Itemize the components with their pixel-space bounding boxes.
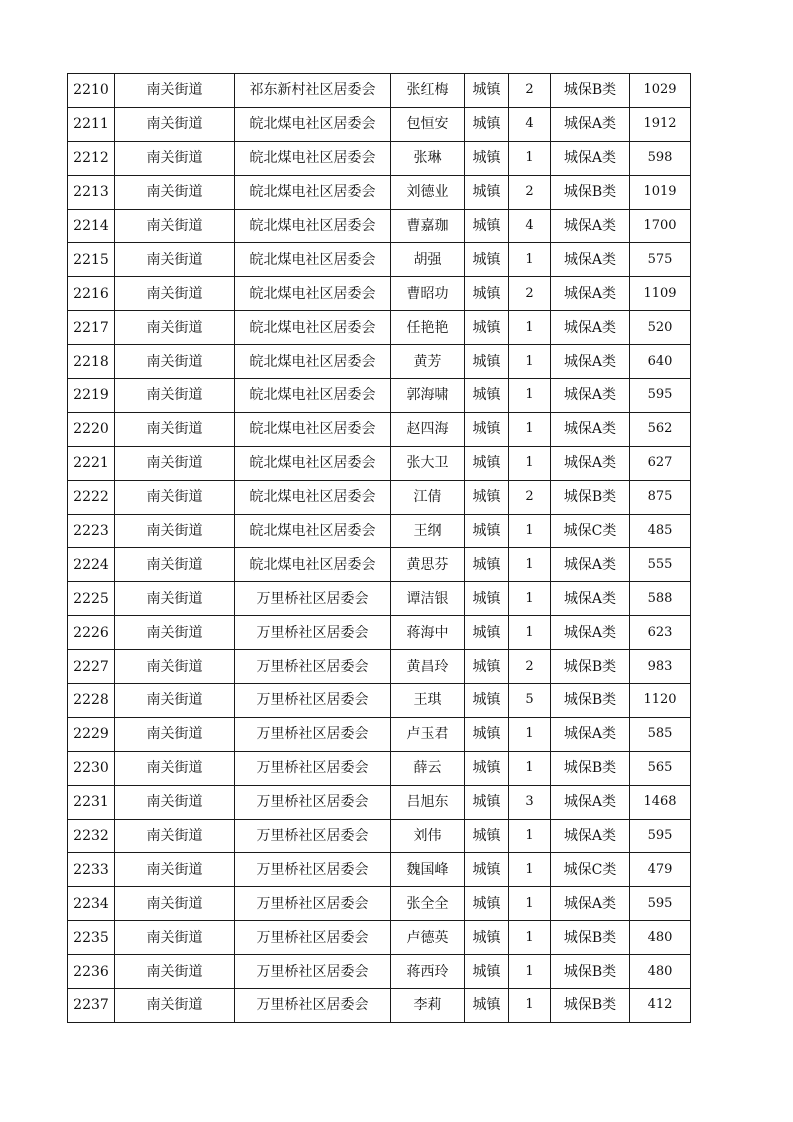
cell-household-count: 1 [509,141,551,175]
cell-amount: 562 [630,412,691,446]
table-row [68,751,691,785]
cell-name: 刘德业 [391,175,465,209]
cell-community: 皖北煤电社区居委会 [235,345,391,379]
table-row [68,887,691,921]
cell-row-number: 2234 [68,887,115,921]
cell-community: 万里桥社区居委会 [235,785,391,819]
table-row [68,650,691,684]
cell-row-number: 2210 [68,74,115,108]
cell-row-number: 2232 [68,819,115,853]
cell-name: 胡强 [391,243,465,277]
cell-name: 薛云 [391,751,465,785]
cell-community: 皖北煤电社区居委会 [235,480,391,514]
table-row [68,989,691,1023]
cell-name: 魏国峰 [391,853,465,887]
cell-insurance-category: 城保B类 [551,650,630,684]
cell-household-count: 1 [509,819,551,853]
cell-community: 万里桥社区居委会 [235,616,391,650]
cell-subdistrict: 南关街道 [115,955,235,989]
cell-community: 皖北煤电社区居委会 [235,379,391,413]
cell-household-count: 4 [509,209,551,243]
cell-name: 王琪 [391,684,465,718]
cell-community: 万里桥社区居委会 [235,582,391,616]
cell-subdistrict: 南关街道 [115,650,235,684]
cell-household-count: 1 [509,446,551,480]
cell-household-count: 1 [509,514,551,548]
cell-community: 万里桥社区居委会 [235,853,391,887]
cell-community: 皖北煤电社区居委会 [235,209,391,243]
cell-community: 皖北煤电社区居委会 [235,175,391,209]
table-row [68,853,691,887]
cell-insurance-category: 城保B类 [551,921,630,955]
cell-insurance-category: 城保A类 [551,141,630,175]
cell-subdistrict: 南关街道 [115,74,235,108]
cell-community: 万里桥社区居委会 [235,921,391,955]
cell-subdistrict: 南关街道 [115,446,235,480]
cell-area-type: 城镇 [465,311,509,345]
cell-insurance-category: 城保A类 [551,616,630,650]
cell-insurance-category: 城保B类 [551,480,630,514]
cell-name: 卢德英 [391,921,465,955]
cell-area-type: 城镇 [465,717,509,751]
cell-row-number: 2223 [68,514,115,548]
cell-household-count: 1 [509,412,551,446]
cell-area-type: 城镇 [465,446,509,480]
table-row [68,74,691,108]
cell-name: 江倩 [391,480,465,514]
table-row [68,480,691,514]
table-row [68,785,691,819]
table-row [68,311,691,345]
cell-household-count: 4 [509,107,551,141]
cell-amount: 480 [630,955,691,989]
table-body [68,74,691,1023]
cell-insurance-category: 城保A类 [551,412,630,446]
cell-household-count: 1 [509,345,551,379]
cell-amount: 598 [630,141,691,175]
cell-area-type: 城镇 [465,74,509,108]
cell-subdistrict: 南关街道 [115,480,235,514]
cell-row-number: 2229 [68,717,115,751]
cell-household-count: 5 [509,684,551,718]
cell-community: 万里桥社区居委会 [235,650,391,684]
table-row [68,379,691,413]
cell-name: 包恒安 [391,107,465,141]
cell-name: 王纲 [391,514,465,548]
cell-insurance-category: 城保B类 [551,751,630,785]
cell-subdistrict: 南关街道 [115,514,235,548]
cell-row-number: 2219 [68,379,115,413]
cell-household-count: 1 [509,243,551,277]
cell-household-count: 2 [509,74,551,108]
cell-amount: 983 [630,650,691,684]
cell-area-type: 城镇 [465,277,509,311]
cell-amount: 588 [630,582,691,616]
table-row [68,616,691,650]
cell-amount: 627 [630,446,691,480]
cell-name: 张全全 [391,887,465,921]
cell-row-number: 2214 [68,209,115,243]
cell-household-count: 1 [509,751,551,785]
table-row [68,582,691,616]
cell-area-type: 城镇 [465,751,509,785]
cell-subdistrict: 南关街道 [115,989,235,1023]
cell-insurance-category: 城保B类 [551,74,630,108]
cell-area-type: 城镇 [465,412,509,446]
cell-name: 张大卫 [391,446,465,480]
cell-amount: 575 [630,243,691,277]
cell-name: 蒋海中 [391,616,465,650]
cell-household-count: 1 [509,853,551,887]
cell-row-number: 2237 [68,989,115,1023]
cell-name: 黄芳 [391,345,465,379]
cell-row-number: 2220 [68,412,115,446]
cell-community: 皖北煤电社区居委会 [235,243,391,277]
cell-community: 皖北煤电社区居委会 [235,107,391,141]
cell-community: 祁东新村社区居委会 [235,74,391,108]
cell-household-count: 1 [509,887,551,921]
cell-community: 皖北煤电社区居委会 [235,446,391,480]
cell-amount: 479 [630,853,691,887]
cell-subdistrict: 南关街道 [115,548,235,582]
cell-subdistrict: 南关街道 [115,243,235,277]
cell-amount: 485 [630,514,691,548]
cell-row-number: 2233 [68,853,115,887]
cell-amount: 520 [630,311,691,345]
cell-subdistrict: 南关街道 [115,412,235,446]
cell-community: 万里桥社区居委会 [235,717,391,751]
cell-amount: 595 [630,379,691,413]
cell-row-number: 2222 [68,480,115,514]
cell-area-type: 城镇 [465,141,509,175]
cell-amount: 623 [630,616,691,650]
cell-amount: 412 [630,989,691,1023]
table-row [68,209,691,243]
cell-community: 皖北煤电社区居委会 [235,548,391,582]
cell-subdistrict: 南关街道 [115,616,235,650]
cell-insurance-category: 城保A类 [551,107,630,141]
cell-household-count: 2 [509,175,551,209]
cell-subdistrict: 南关街道 [115,684,235,718]
cell-subdistrict: 南关街道 [115,277,235,311]
cell-insurance-category: 城保C类 [551,853,630,887]
cell-row-number: 2213 [68,175,115,209]
cell-subdistrict: 南关街道 [115,311,235,345]
cell-row-number: 2230 [68,751,115,785]
table-row [68,955,691,989]
table-row [68,412,691,446]
table-row [68,514,691,548]
cell-name: 黄昌玲 [391,650,465,684]
cell-row-number: 2226 [68,616,115,650]
table-row [68,175,691,209]
cell-subdistrict: 南关街道 [115,582,235,616]
data-table [67,73,691,1023]
cell-row-number: 2211 [68,107,115,141]
cell-name: 曹嘉珈 [391,209,465,243]
cell-name: 吕旭东 [391,785,465,819]
cell-amount: 1029 [630,74,691,108]
cell-insurance-category: 城保A类 [551,819,630,853]
cell-amount: 1700 [630,209,691,243]
cell-community: 万里桥社区居委会 [235,887,391,921]
cell-row-number: 2225 [68,582,115,616]
cell-row-number: 2218 [68,345,115,379]
cell-row-number: 2224 [68,548,115,582]
cell-amount: 875 [630,480,691,514]
cell-subdistrict: 南关街道 [115,921,235,955]
cell-area-type: 城镇 [465,650,509,684]
cell-amount: 1912 [630,107,691,141]
cell-amount: 640 [630,345,691,379]
cell-community: 皖北煤电社区居委会 [235,412,391,446]
cell-household-count: 1 [509,311,551,345]
cell-household-count: 1 [509,989,551,1023]
table-row [68,684,691,718]
cell-area-type: 城镇 [465,921,509,955]
cell-amount: 1468 [630,785,691,819]
cell-area-type: 城镇 [465,887,509,921]
cell-insurance-category: 城保A类 [551,277,630,311]
cell-subdistrict: 南关街道 [115,785,235,819]
cell-row-number: 2227 [68,650,115,684]
cell-insurance-category: 城保A类 [551,887,630,921]
cell-household-count: 2 [509,277,551,311]
cell-area-type: 城镇 [465,480,509,514]
cell-amount: 585 [630,717,691,751]
cell-amount: 480 [630,921,691,955]
cell-area-type: 城镇 [465,853,509,887]
cell-insurance-category: 城保A类 [551,209,630,243]
cell-amount: 595 [630,887,691,921]
cell-subdistrict: 南关街道 [115,751,235,785]
cell-name: 蒋西玲 [391,955,465,989]
cell-area-type: 城镇 [465,243,509,277]
cell-name: 张红梅 [391,74,465,108]
cell-subdistrict: 南关街道 [115,209,235,243]
cell-name: 刘伟 [391,819,465,853]
cell-name: 任艳艳 [391,311,465,345]
table-row [68,277,691,311]
cell-insurance-category: 城保A类 [551,243,630,277]
cell-row-number: 2212 [68,141,115,175]
cell-subdistrict: 南关街道 [115,107,235,141]
cell-area-type: 城镇 [465,175,509,209]
cell-community: 万里桥社区居委会 [235,684,391,718]
cell-community: 皖北煤电社区居委会 [235,311,391,345]
cell-subdistrict: 南关街道 [115,853,235,887]
cell-insurance-category: 城保A类 [551,446,630,480]
cell-community: 万里桥社区居委会 [235,819,391,853]
cell-amount: 1019 [630,175,691,209]
cell-row-number: 2236 [68,955,115,989]
cell-area-type: 城镇 [465,616,509,650]
cell-area-type: 城镇 [465,209,509,243]
cell-insurance-category: 城保A类 [551,379,630,413]
cell-amount: 595 [630,819,691,853]
table-row [68,243,691,277]
table-row [68,548,691,582]
cell-row-number: 2221 [68,446,115,480]
table-row [68,717,691,751]
cell-subdistrict: 南关街道 [115,887,235,921]
cell-community: 万里桥社区居委会 [235,955,391,989]
table-row [68,819,691,853]
table-row [68,107,691,141]
cell-insurance-category: 城保C类 [551,514,630,548]
cell-household-count: 1 [509,379,551,413]
cell-subdistrict: 南关街道 [115,379,235,413]
cell-area-type: 城镇 [465,514,509,548]
cell-subdistrict: 南关街道 [115,175,235,209]
cell-community: 皖北煤电社区居委会 [235,277,391,311]
cell-area-type: 城镇 [465,345,509,379]
cell-subdistrict: 南关街道 [115,141,235,175]
cell-name: 赵四海 [391,412,465,446]
cell-area-type: 城镇 [465,819,509,853]
cell-area-type: 城镇 [465,989,509,1023]
table-row [68,141,691,175]
cell-insurance-category: 城保A类 [551,717,630,751]
cell-community: 万里桥社区居委会 [235,989,391,1023]
cell-insurance-category: 城保A类 [551,582,630,616]
cell-area-type: 城镇 [465,684,509,718]
cell-insurance-category: 城保A类 [551,345,630,379]
table-row [68,446,691,480]
cell-insurance-category: 城保A类 [551,311,630,345]
table-row [68,345,691,379]
cell-subdistrict: 南关街道 [115,345,235,379]
cell-area-type: 城镇 [465,548,509,582]
cell-row-number: 2216 [68,277,115,311]
cell-insurance-category: 城保A类 [551,785,630,819]
cell-row-number: 2228 [68,684,115,718]
cell-area-type: 城镇 [465,785,509,819]
cell-household-count: 1 [509,955,551,989]
cell-insurance-category: 城保B类 [551,175,630,209]
cell-area-type: 城镇 [465,379,509,413]
cell-community: 万里桥社区居委会 [235,751,391,785]
cell-amount: 1120 [630,684,691,718]
cell-household-count: 1 [509,616,551,650]
cell-insurance-category: 城保B类 [551,989,630,1023]
cell-household-count: 2 [509,480,551,514]
cell-amount: 1109 [630,277,691,311]
cell-name: 郭海啸 [391,379,465,413]
cell-name: 李莉 [391,989,465,1023]
cell-community: 皖北煤电社区居委会 [235,141,391,175]
cell-insurance-category: 城保B类 [551,955,630,989]
cell-row-number: 2217 [68,311,115,345]
cell-name: 黄思芬 [391,548,465,582]
cell-area-type: 城镇 [465,955,509,989]
cell-amount: 565 [630,751,691,785]
cell-community: 皖北煤电社区居委会 [235,514,391,548]
cell-name: 张琳 [391,141,465,175]
cell-household-count: 1 [509,921,551,955]
cell-household-count: 1 [509,548,551,582]
cell-row-number: 2215 [68,243,115,277]
cell-area-type: 城镇 [465,107,509,141]
cell-name: 谭洁银 [391,582,465,616]
cell-household-count: 1 [509,582,551,616]
cell-name: 卢玉君 [391,717,465,751]
cell-household-count: 2 [509,650,551,684]
cell-amount: 555 [630,548,691,582]
cell-insurance-category: 城保B类 [551,684,630,718]
cell-subdistrict: 南关街道 [115,717,235,751]
cell-row-number: 2231 [68,785,115,819]
cell-subdistrict: 南关街道 [115,819,235,853]
cell-row-number: 2235 [68,921,115,955]
cell-area-type: 城镇 [465,582,509,616]
cell-insurance-category: 城保A类 [551,548,630,582]
cell-household-count: 3 [509,785,551,819]
cell-household-count: 1 [509,717,551,751]
cell-name: 曹昭功 [391,277,465,311]
table-row [68,921,691,955]
